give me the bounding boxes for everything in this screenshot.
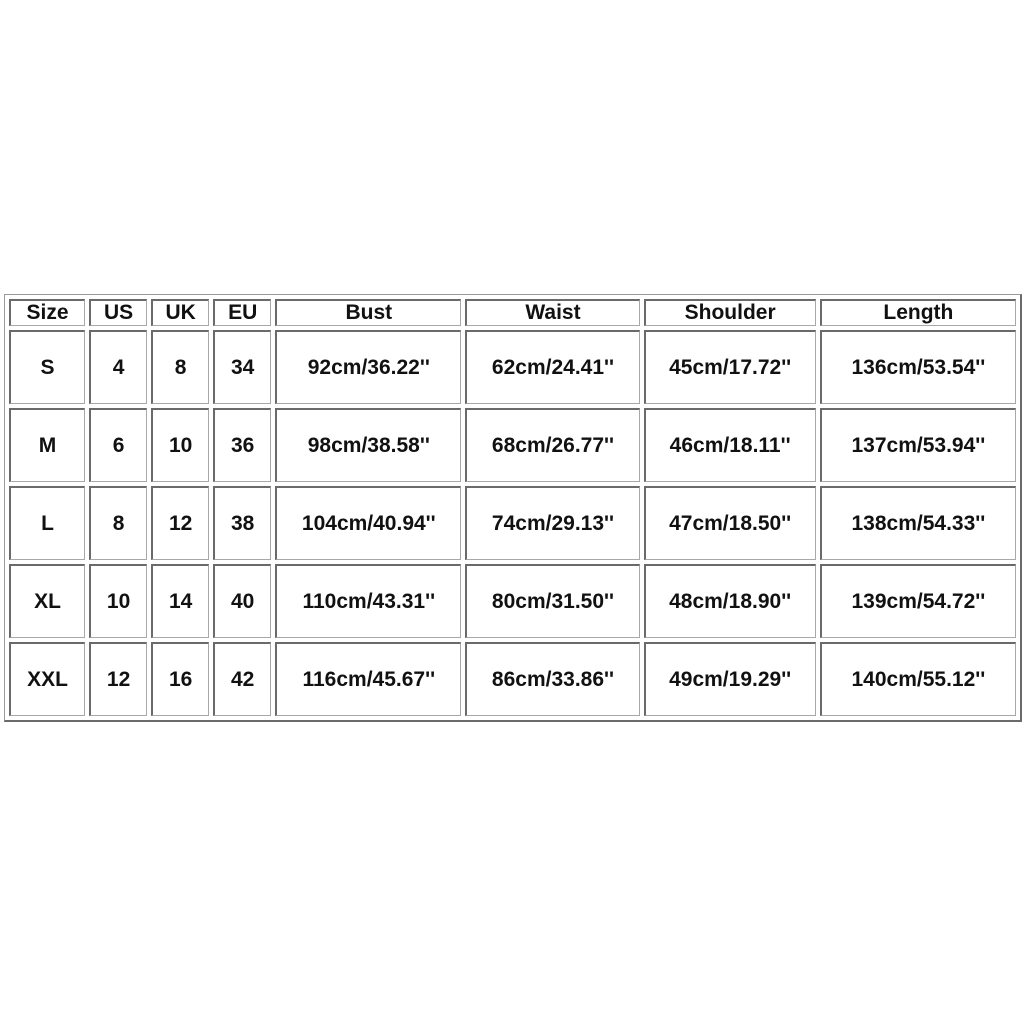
cell-uk: 10 bbox=[151, 408, 209, 482]
cell-size: L bbox=[9, 486, 85, 560]
cell-shoulder: 47cm/18.50'' bbox=[644, 486, 816, 560]
size-chart-table bbox=[4, 294, 1022, 722]
cell-shoulder: 48cm/18.90'' bbox=[644, 564, 816, 638]
cell-eu: 38 bbox=[213, 486, 271, 560]
header-length: Length bbox=[820, 299, 1016, 326]
cell-waist: 80cm/31.50'' bbox=[465, 564, 639, 638]
cell-bust: 104cm/40.94'' bbox=[275, 486, 461, 560]
header-size: Size bbox=[9, 299, 85, 326]
cell-eu: 42 bbox=[213, 642, 271, 716]
cell-waist: 86cm/33.86'' bbox=[465, 642, 639, 716]
cell-us: 10 bbox=[89, 564, 147, 638]
cell-us: 4 bbox=[89, 330, 147, 404]
table-row bbox=[9, 564, 1016, 638]
cell-length: 136cm/53.54'' bbox=[820, 330, 1016, 404]
cell-uk: 16 bbox=[151, 642, 209, 716]
header-row bbox=[9, 299, 1016, 326]
cell-bust: 92cm/36.22'' bbox=[275, 330, 461, 404]
cell-size: XL bbox=[9, 564, 85, 638]
header-waist: Waist bbox=[465, 299, 639, 326]
cell-eu: 34 bbox=[213, 330, 271, 404]
cell-us: 8 bbox=[89, 486, 147, 560]
table-row bbox=[9, 408, 1016, 482]
table-row bbox=[9, 486, 1016, 560]
cell-shoulder: 45cm/17.72'' bbox=[644, 330, 816, 404]
cell-size: M bbox=[9, 408, 85, 482]
cell-shoulder: 46cm/18.11'' bbox=[644, 408, 816, 482]
cell-size: S bbox=[9, 330, 85, 404]
cell-eu: 40 bbox=[213, 564, 271, 638]
cell-length: 140cm/55.12'' bbox=[820, 642, 1016, 716]
cell-waist: 62cm/24.41'' bbox=[465, 330, 639, 404]
cell-us: 6 bbox=[89, 408, 147, 482]
table-row bbox=[9, 330, 1016, 404]
cell-uk: 12 bbox=[151, 486, 209, 560]
header-bust: Bust bbox=[275, 299, 461, 326]
cell-eu: 36 bbox=[213, 408, 271, 482]
cell-waist: 68cm/26.77'' bbox=[465, 408, 639, 482]
cell-uk: 8 bbox=[151, 330, 209, 404]
header-shoulder: Shoulder bbox=[644, 299, 816, 326]
cell-length: 138cm/54.33'' bbox=[820, 486, 1016, 560]
header-us: US bbox=[89, 299, 147, 326]
cell-length: 137cm/53.94'' bbox=[820, 408, 1016, 482]
table-row bbox=[9, 642, 1016, 716]
cell-bust: 98cm/38.58'' bbox=[275, 408, 461, 482]
cell-bust: 116cm/45.67'' bbox=[275, 642, 461, 716]
cell-uk: 14 bbox=[151, 564, 209, 638]
cell-length: 139cm/54.72'' bbox=[820, 564, 1016, 638]
cell-us: 12 bbox=[89, 642, 147, 716]
cell-bust: 110cm/43.31'' bbox=[275, 564, 461, 638]
header-eu: EU bbox=[213, 299, 271, 326]
header-uk: UK bbox=[151, 299, 209, 326]
cell-waist: 74cm/29.13'' bbox=[465, 486, 639, 560]
cell-size: XXL bbox=[9, 642, 85, 716]
cell-shoulder: 49cm/19.29'' bbox=[644, 642, 816, 716]
